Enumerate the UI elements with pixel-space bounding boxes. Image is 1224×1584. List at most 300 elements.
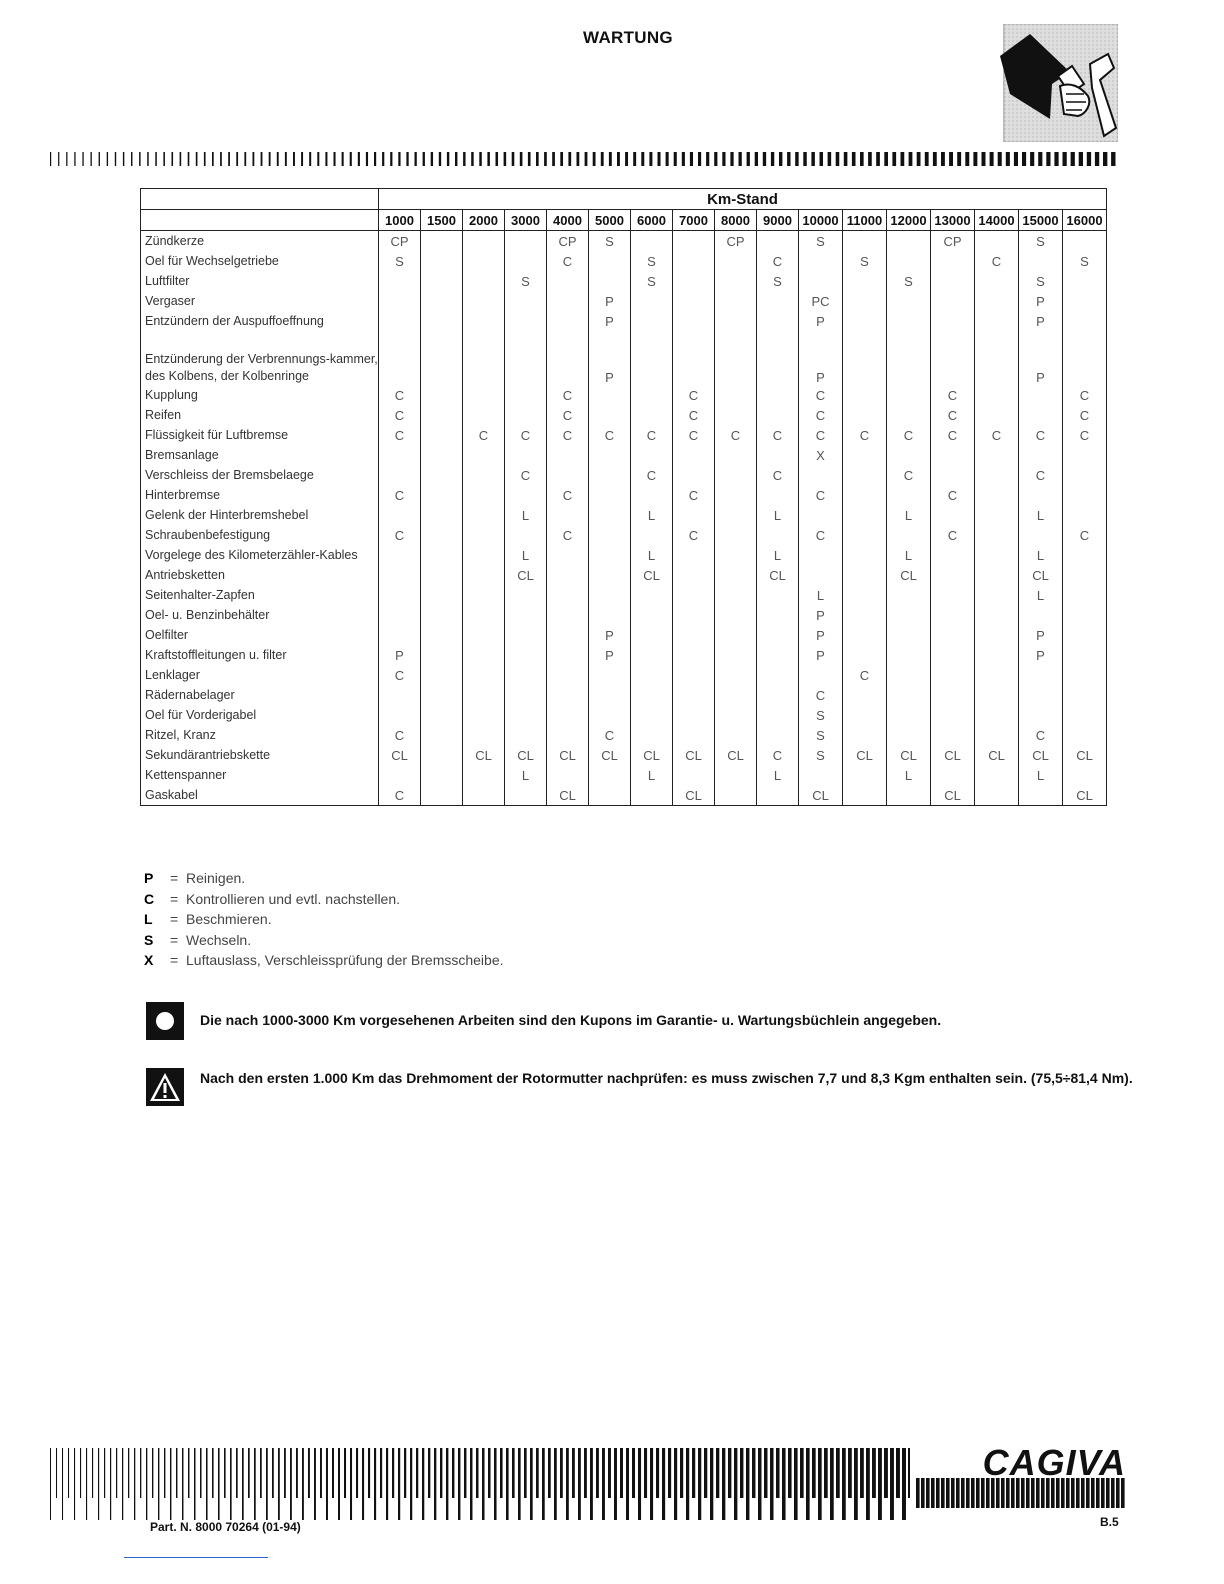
- schedule-cell: [463, 405, 505, 425]
- schedule-cell: [757, 645, 799, 665]
- stripe-bar: [164, 1448, 165, 1498]
- schedule-cell: [931, 585, 975, 605]
- schedule-cell: [421, 745, 463, 765]
- schedule-cell: [1063, 485, 1107, 505]
- schedule-cell: [1063, 585, 1107, 605]
- schedule-cell: [463, 331, 505, 385]
- stripe-bar: [668, 1448, 671, 1498]
- schedule-cell: [673, 625, 715, 645]
- row-item-label: Luftfilter: [141, 271, 379, 291]
- schedule-cell: [975, 385, 1019, 405]
- stripe-bar: [431, 152, 433, 166]
- stripe-bar: [577, 152, 580, 166]
- schedule-cell: [421, 445, 463, 465]
- schedule-cell: C: [1063, 525, 1107, 545]
- stripe-bar: [572, 1448, 575, 1498]
- schedule-cell: [463, 465, 505, 485]
- stripe-bar: [293, 152, 295, 166]
- stripe-bar: [272, 1448, 274, 1498]
- schedule-cell: [547, 765, 589, 785]
- schedule-cell: P: [589, 291, 631, 311]
- stripe-bar: [626, 1448, 629, 1520]
- schedule-cell: X: [799, 445, 843, 465]
- schedule-cell: [631, 625, 673, 645]
- schedule-cell: [931, 311, 975, 331]
- stripe-bar: [590, 1448, 593, 1520]
- schedule-cell: [505, 525, 547, 545]
- row-item-label: Oel für Vorderigabel: [141, 705, 379, 725]
- schedule-cell: [589, 271, 631, 291]
- stripe-bar: [1063, 152, 1067, 166]
- stripe-bar: [852, 152, 856, 166]
- schedule-cell: CL: [589, 745, 631, 765]
- schedule-cell: [463, 385, 505, 405]
- schedule-cell: C: [1019, 465, 1063, 485]
- schedule-cell: [1019, 251, 1063, 271]
- schedule-cell: C: [379, 525, 421, 545]
- stripe-bar: [380, 1448, 382, 1498]
- schedule-cell: [975, 485, 1019, 505]
- table-row: [141, 331, 1107, 385]
- stripe-bar: [957, 152, 961, 166]
- schedule-cell: P: [1019, 311, 1063, 331]
- schedule-cell: [505, 231, 547, 252]
- stripe-bar: [728, 1448, 731, 1498]
- schedule-cell: CL: [715, 745, 757, 765]
- schedule-cell: [887, 665, 931, 685]
- schedule-cell: [547, 605, 589, 625]
- schedule-cell: [975, 765, 1019, 785]
- schedule-cell: [589, 505, 631, 525]
- schedule-cell: [379, 545, 421, 565]
- schedule-cell: [843, 485, 887, 505]
- legend-description: Reinigen.: [186, 870, 246, 886]
- stripe-bar: [398, 1448, 400, 1520]
- schedule-cell: [463, 685, 505, 705]
- schedule-cell: [673, 231, 715, 252]
- schedule-cell: L: [1019, 545, 1063, 565]
- stripe-bar: [674, 152, 677, 166]
- stripe-bar: [770, 1448, 774, 1520]
- stripe-bar: [390, 152, 392, 166]
- schedule-cell: [673, 705, 715, 725]
- stripe-bar: [139, 152, 140, 166]
- stripe-bar: [500, 1448, 503, 1498]
- schedule-cell: [843, 445, 887, 465]
- schedule-cell: [505, 625, 547, 645]
- schedule-cell: [799, 251, 843, 271]
- schedule-cell: [715, 445, 757, 465]
- schedule-cell: [975, 565, 1019, 585]
- stripe-bar: [92, 1448, 93, 1498]
- legend-row: [144, 870, 504, 891]
- schedule-cell: [463, 231, 505, 252]
- stripe-bar: [155, 152, 157, 166]
- schedule-cell: [975, 231, 1019, 252]
- schedule-cell: [757, 605, 799, 625]
- stripe-bar: [278, 1448, 280, 1520]
- stripe-bar: [714, 152, 717, 166]
- schedule-cell: [757, 785, 799, 806]
- schedule-cell: C: [673, 405, 715, 425]
- stripe-bar: [440, 1448, 442, 1498]
- legend-description: Kontrollieren und evtl. nachstellen.: [186, 890, 401, 907]
- schedule-cell: [673, 465, 715, 485]
- schedule-cell: S: [843, 251, 887, 271]
- stripe-bar: [254, 1448, 256, 1520]
- schedule-cell: [757, 585, 799, 605]
- stripe-bar: [1046, 152, 1050, 166]
- schedule-cell: [631, 785, 673, 806]
- legend-equals: =: [170, 870, 179, 886]
- row-item-label: Vergaser: [141, 291, 379, 311]
- schedule-cell: [463, 565, 505, 585]
- schedule-cell: [1063, 625, 1107, 645]
- schedule-cell: [1063, 505, 1107, 525]
- stripe-bar: [325, 152, 327, 166]
- schedule-cell: [631, 231, 673, 252]
- km-column-header: 10000: [799, 210, 843, 231]
- schedule-cell: C: [547, 425, 589, 445]
- schedule-cell: [1063, 271, 1107, 291]
- schedule-cell: [379, 331, 421, 385]
- stripe-bar: [82, 152, 83, 166]
- legend-equals: =: [170, 931, 179, 948]
- stripe-bar: [458, 1448, 460, 1520]
- schedule-cell: S: [1063, 251, 1107, 271]
- stripe-bar: [787, 152, 790, 166]
- row-item-label: Zündkerze: [141, 231, 379, 252]
- schedule-cell: [887, 625, 931, 645]
- schedule-cell: [931, 505, 975, 525]
- stripe-bar: [524, 1448, 527, 1498]
- legend-code: X: [144, 952, 154, 968]
- schedule-cell: [1063, 665, 1107, 685]
- schedule-cell: [715, 385, 757, 405]
- stripe-bar: [638, 1448, 641, 1520]
- schedule-cell: [547, 625, 589, 645]
- stripe-bar: [593, 152, 596, 166]
- schedule-cell: [589, 665, 631, 685]
- schedule-cell: C: [673, 525, 715, 545]
- legend-code: C: [144, 890, 155, 907]
- schedule-cell: [799, 765, 843, 785]
- schedule-cell: [975, 605, 1019, 625]
- schedule-cell: [975, 645, 1019, 665]
- legend-code: S: [144, 931, 154, 948]
- schedule-cell: [843, 565, 887, 585]
- stripe-bar: [782, 1448, 786, 1520]
- schedule-cell: S: [631, 251, 673, 271]
- stripe-bar: [512, 152, 515, 166]
- schedule-cell: [547, 645, 589, 665]
- schedule-cell: [931, 545, 975, 565]
- legend-description: Luftauslass, Verschleissprüfung der Bremsscheibe.: [186, 952, 504, 968]
- stripe-bar: [884, 152, 888, 166]
- schedule-cell: [887, 785, 931, 806]
- stripe-bar: [206, 1448, 208, 1520]
- stripe-bar: [776, 1448, 780, 1498]
- schedule-cell: [421, 565, 463, 585]
- table-row: [141, 605, 1107, 625]
- table-row: [141, 785, 1107, 806]
- stripe-bar: [309, 152, 311, 166]
- schedule-cell: C: [843, 665, 887, 685]
- schedule-cell: L: [631, 545, 673, 565]
- schedule-cell: [715, 685, 757, 705]
- km-column-header: 13000: [931, 210, 975, 231]
- legend-description: Beschmieren.: [186, 911, 272, 927]
- schedule-cell: [887, 485, 931, 505]
- stripe-bar: [909, 152, 913, 166]
- schedule-cell: [1019, 485, 1063, 505]
- stripe-bar: [326, 1448, 328, 1520]
- schedule-cell: [547, 271, 589, 291]
- stripe-bar: [530, 1448, 533, 1520]
- km-column-header: 11000: [843, 210, 887, 231]
- stripe-bar: [415, 152, 417, 166]
- stripe-bar: [1071, 152, 1075, 166]
- header-blank-cell: [141, 189, 379, 210]
- schedule-cell: [379, 291, 421, 311]
- stripe-bar: [608, 1448, 611, 1498]
- schedule-cell: [421, 785, 463, 806]
- stripe-bar: [965, 152, 969, 166]
- stripe-bar: [80, 1448, 81, 1498]
- schedule-cell: [589, 545, 631, 565]
- km-column-header: 3000: [505, 210, 547, 231]
- schedule-cell: [463, 785, 505, 806]
- schedule-cell: L: [757, 765, 799, 785]
- schedule-cell: [421, 311, 463, 331]
- stripe-bar: [350, 1448, 352, 1520]
- schedule-cell: CL: [1063, 785, 1107, 806]
- schedule-cell: [715, 625, 757, 645]
- schedule-cell: [1063, 445, 1107, 465]
- legend-row: [144, 952, 504, 973]
- schedule-cell: CL: [887, 565, 931, 585]
- schedule-cell: [931, 765, 975, 785]
- stripe-bar: [734, 1448, 737, 1520]
- schedule-cell: [887, 725, 931, 745]
- stripe-bar: [158, 1448, 159, 1520]
- schedule-cell: [975, 525, 1019, 545]
- schedule-cell: [463, 705, 505, 725]
- stripe-bar: [518, 1448, 521, 1520]
- warning-notice: [146, 1068, 1136, 1106]
- stripe-bar: [704, 1448, 707, 1498]
- schedule-cell: PC: [799, 291, 843, 311]
- schedule-cell: P: [589, 625, 631, 645]
- schedule-cell: [421, 385, 463, 405]
- schedule-cell: [1063, 685, 1107, 705]
- stripe-bar: [230, 1448, 232, 1520]
- table-row: [141, 625, 1107, 645]
- stripe-bar: [632, 1448, 635, 1498]
- page-title: WARTUNG: [583, 28, 673, 47]
- stripe-bar: [730, 152, 733, 166]
- stripe-bar: [269, 152, 271, 166]
- schedule-cell: [843, 385, 887, 405]
- schedule-cell: [673, 331, 715, 385]
- stripe-bar: [212, 1448, 214, 1498]
- schedule-cell: [843, 685, 887, 705]
- stripe-bar: [446, 1448, 448, 1520]
- schedule-cell: [673, 251, 715, 271]
- stripe-bar: [410, 1448, 412, 1520]
- stripe-bar: [698, 1448, 701, 1520]
- stripe-bar: [302, 1448, 304, 1520]
- schedule-cell: S: [799, 725, 843, 745]
- schedule-cell: [673, 291, 715, 311]
- schedule-cell: [421, 425, 463, 445]
- schedule-cell: [931, 291, 975, 311]
- stripe-bar: [406, 152, 408, 166]
- schedule-cell: CP: [547, 231, 589, 252]
- stripe-bar: [314, 1448, 316, 1520]
- km-stand-header: Km-Stand: [379, 189, 1107, 210]
- schedule-cell: C: [757, 745, 799, 765]
- schedule-cell: C: [887, 465, 931, 485]
- schedule-cell: [631, 445, 673, 465]
- schedule-cell: [463, 645, 505, 665]
- row-item-label: Entzündern der Auspuffoeffnung: [141, 311, 379, 331]
- row-item-label: Flüssigkeit für Luftbremse: [141, 425, 379, 445]
- row-item-label: Ritzel, Kranz: [141, 725, 379, 745]
- stripe-bar: [990, 152, 994, 166]
- schedule-cell: [1019, 685, 1063, 705]
- legend-equals: =: [170, 952, 179, 968]
- stripe-bar: [1111, 152, 1115, 166]
- stripe-bar: [528, 152, 531, 166]
- schedule-cell: [799, 565, 843, 585]
- schedule-cell: [931, 465, 975, 485]
- schedule-cell: [715, 785, 757, 806]
- stripe-bar: [649, 152, 652, 166]
- schedule-cell: [715, 405, 757, 425]
- schedule-cell: CL: [631, 745, 673, 765]
- schedule-cell: C: [547, 385, 589, 405]
- schedule-cell: [715, 311, 757, 331]
- stripe-bar: [788, 1448, 792, 1498]
- schedule-cell: [673, 645, 715, 665]
- table-row: [141, 485, 1107, 505]
- schedule-cell: [799, 665, 843, 685]
- stripe-bar: [872, 1448, 876, 1498]
- stripe-bar: [479, 152, 481, 166]
- stripe-bar: [123, 152, 124, 166]
- stripe-bar: [188, 152, 190, 166]
- table-row: [141, 291, 1107, 311]
- stripe-bar: [746, 1448, 749, 1520]
- schedule-cell: [843, 645, 887, 665]
- schedule-cell: [421, 665, 463, 685]
- schedule-cell: [931, 625, 975, 645]
- stripe-bar: [496, 152, 499, 166]
- schedule-cell: [975, 271, 1019, 291]
- schedule-cell: [463, 485, 505, 505]
- table-row: [141, 705, 1107, 725]
- stripe-bar: [470, 1448, 472, 1520]
- schedule-cell: CL: [975, 745, 1019, 765]
- schedule-cell: L: [1019, 585, 1063, 605]
- legend-code: P: [144, 870, 154, 886]
- km-column-header: 5000: [589, 210, 631, 231]
- stripe-bar: [866, 1448, 870, 1520]
- schedule-cell: [505, 585, 547, 605]
- stripe-bar: [568, 152, 571, 166]
- schedule-cell: [757, 311, 799, 331]
- stripe-bar: [476, 1448, 478, 1498]
- row-item-label: Antriebsketten: [141, 565, 379, 585]
- schedule-cell: CL: [887, 745, 931, 765]
- schedule-cell: [715, 545, 757, 565]
- stripe-bar: [1095, 152, 1099, 166]
- schedule-cell: [757, 665, 799, 685]
- schedule-cell: [547, 705, 589, 725]
- schedule-cell: [547, 685, 589, 705]
- schedule-cell: [1019, 405, 1063, 425]
- stripe-bar: [290, 1448, 292, 1520]
- stripe-bar: [488, 1448, 491, 1498]
- schedule-cell: [379, 625, 421, 645]
- schedule-cell: [1063, 311, 1107, 331]
- stripe-bar: [242, 1448, 244, 1520]
- schedule-cell: [505, 665, 547, 685]
- stripe-bar: [1030, 152, 1034, 166]
- stripe-bar: [902, 1448, 906, 1520]
- schedule-cell: [799, 465, 843, 485]
- schedule-cell: [887, 385, 931, 405]
- stripe-bar: [554, 1448, 557, 1520]
- stripe-bar: [752, 1448, 755, 1498]
- stripe-bar: [520, 152, 523, 166]
- stripe-bar: [196, 152, 198, 166]
- km-column-header: 6000: [631, 210, 673, 231]
- stripe-bar: [771, 152, 774, 166]
- schedule-cell: [589, 465, 631, 485]
- row-item-label: Oel für Wechselgetriebe: [141, 251, 379, 271]
- stripe-bar: [236, 152, 238, 166]
- stripe-bar: [542, 1448, 545, 1520]
- schedule-cell: [421, 251, 463, 271]
- row-item-label: Reifen: [141, 405, 379, 425]
- schedule-cell: [589, 251, 631, 271]
- table-row: [141, 565, 1107, 585]
- stripe-bar: [416, 1448, 418, 1498]
- row-item-label: Kupplung: [141, 385, 379, 405]
- schedule-cell: [379, 565, 421, 585]
- stripe-bar: [74, 1448, 75, 1520]
- stripe-bar: [342, 152, 344, 166]
- stripe-bar: [253, 152, 255, 166]
- schedule-cell: [421, 685, 463, 705]
- schedule-cell: C: [379, 385, 421, 405]
- row-item-label: Kettenspanner: [141, 765, 379, 785]
- stripe-bar: [170, 1448, 171, 1520]
- schedule-cell: [843, 725, 887, 745]
- stripe-bar: [261, 152, 263, 166]
- stripe-bar: [1087, 152, 1091, 166]
- stripe-bar: [682, 152, 685, 166]
- schedule-cell: [1063, 605, 1107, 625]
- stripe-bar: [806, 1448, 810, 1520]
- stripe-bar: [800, 1448, 804, 1498]
- schedule-cell: CL: [1019, 565, 1063, 585]
- schedule-cell: [1063, 465, 1107, 485]
- schedule-cell: [843, 525, 887, 545]
- schedule-cell: [887, 705, 931, 725]
